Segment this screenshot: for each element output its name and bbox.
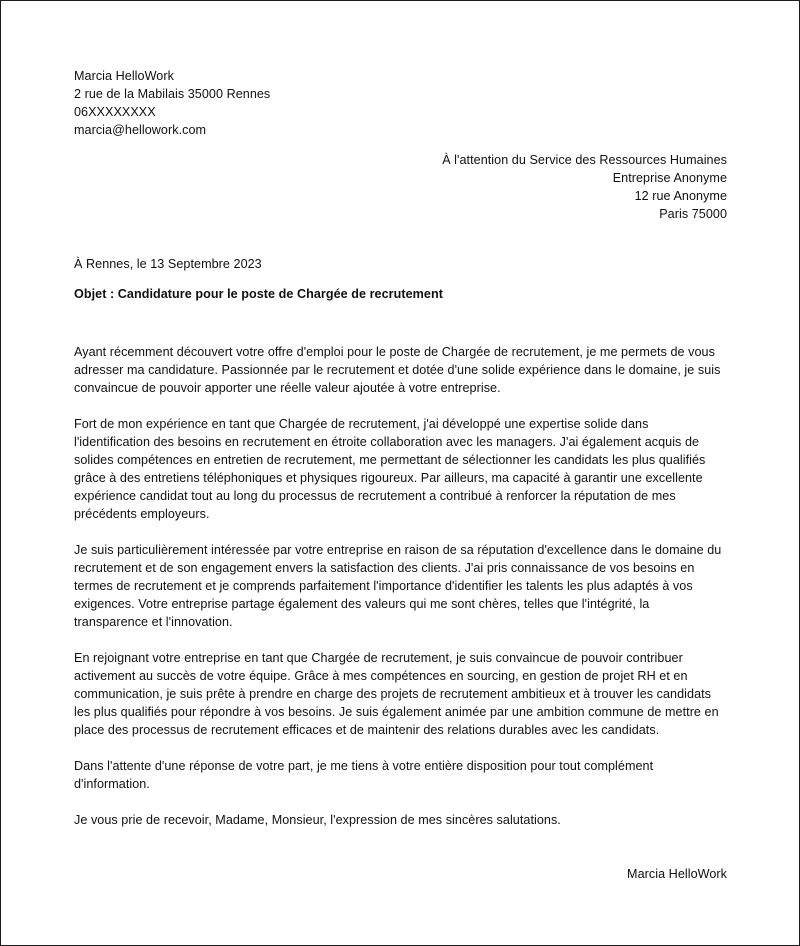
paragraph-line: l'identification des besoins en recrutement en étroite collaboration avec les managers. J'ai également acquis de — [74, 435, 700, 449]
sender-email: marcia@hellowork.com — [74, 123, 207, 137]
paragraph-line: précédents employeurs. — [74, 507, 210, 521]
date-line: À Rennes, le 13 Septembre 2023 — [74, 257, 262, 271]
body-paragraph — [74, 541, 734, 631]
paragraph-line: transparence et l'innovation. — [74, 615, 233, 629]
sender-phone: 06XXXXXXXX — [74, 105, 156, 119]
body-paragraph — [74, 415, 734, 523]
recipient-city: Paris 75000 — [659, 207, 727, 221]
body-paragraph — [74, 649, 734, 739]
body-paragraph — [74, 811, 734, 829]
recipient-company: Entreprise Anonyme — [612, 171, 727, 185]
sender-block — [74, 67, 270, 139]
paragraph-line: Fort de mon expérience en tant que Chargée de recrutement, j'ai développé une expertise solide dans — [74, 417, 649, 431]
paragraph-line: Ayant récemment découvert votre offre d'emploi pour le poste de Chargée de recrutement, je me permets de vous — [74, 345, 715, 359]
paragraph-line: Je vous prie de recevoir, Madame, Monsieur, l'expression de mes sincères salutations. — [74, 813, 561, 827]
paragraph-line: recrutement et de son engagement envers la satisfaction des clients. J'ai pris connaissance de vos besoins en — [74, 561, 695, 575]
paragraph-line: activement au succès de votre équipe. Grâce à mes compétences en sourcing, en gestion de projet RH et en — [74, 669, 688, 683]
body-paragraph — [74, 757, 734, 793]
subject-line: Objet : Candidature pour le poste de Chargée de recrutement — [74, 287, 443, 301]
body-paragraph — [74, 343, 734, 397]
paragraph-line: expérience candidat tout au long du processus de recrutement a contribué à renforcer la réputation de mes — [74, 489, 676, 503]
letter-body — [74, 343, 734, 847]
signature: Marcia HelloWork — [627, 867, 727, 881]
paragraph-line: En rejoignant votre entreprise en tant que Chargée de recrutement, je suis convaincue de pouvoir contribuer — [74, 651, 683, 665]
paragraph-line: convaincue de pouvoir apporter une réelle valeur ajoutée à votre entreprise. — [74, 381, 501, 395]
paragraph-line: place des processus de recrutement efficaces et de maintenir des relations durables avec les candidats. — [74, 723, 660, 737]
sender-address: 2 rue de la Mabilais 35000 Rennes — [74, 87, 271, 101]
paragraph-line: les plus qualifiés pour répondre à vos besoins. Je suis également animée par une ambition commune de mettre en — [74, 705, 719, 719]
paragraph-line: exigences. Votre entreprise partage également des valeurs qui me sont chères, telles que l'intégrité, la — [74, 597, 650, 611]
paragraph-line: Dans l'attente d'une réponse de votre part, je me tiens à votre entière disposition pour tout complément — [74, 759, 654, 773]
paragraph-line: Je suis particulièrement intéressée par votre entreprise en raison de sa réputation d'excellence dans le domaine du — [74, 543, 722, 557]
recipient-attention: À l'attention du Service des Ressources Humaines — [442, 153, 727, 167]
paragraph-line: adresser ma candidature. Passionnée par le recrutement et dotée d'une solide expérience dans le domaine, je suis — [74, 363, 721, 377]
paragraph-line: communication, je suis prête à prendre en charge des projets de recrutement ambitieux et à trouver les candidats — [74, 687, 712, 701]
paragraph-line: solides compétences en entretien de recrutement, me permettant de sélectionner les candidats les plus qualifiés — [74, 453, 706, 467]
paragraph-line: d'information. — [74, 777, 150, 791]
recipient-block — [442, 151, 727, 223]
sender-name: Marcia HelloWork — [74, 69, 174, 83]
paragraph-line: termes de recrutement et je comprends parfaitement l'importance d'identifier les talents les plus adaptés à vos — [74, 579, 693, 593]
recipient-street: 12 rue Anonyme — [634, 189, 727, 203]
paragraph-line: grâce à des entretiens téléphoniques et physiques rigoureux. Par ailleurs, ma capacité à garantir une excellente — [74, 471, 703, 485]
